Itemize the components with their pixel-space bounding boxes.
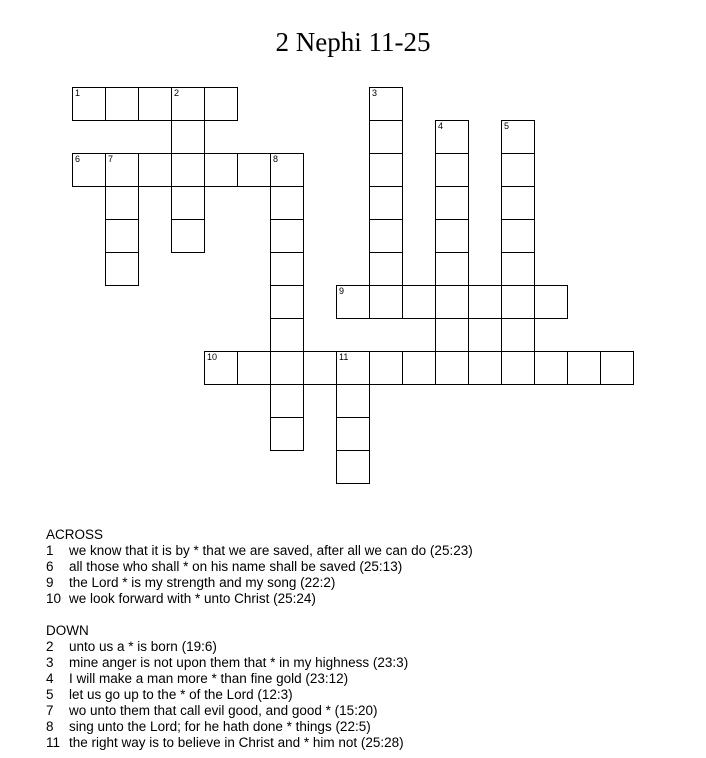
crossword-cell[interactable] <box>72 87 106 121</box>
crossword-cell[interactable] <box>105 219 139 253</box>
crossword-cell[interactable] <box>270 219 304 253</box>
across-heading: ACROSS <box>46 527 104 542</box>
clue-section-spacer <box>46 607 473 623</box>
crossword-cell[interactable] <box>171 153 205 187</box>
clue-number: 10 <box>46 591 62 606</box>
crossword-cell[interactable] <box>600 351 634 385</box>
crossword-cell[interactable] <box>369 120 403 154</box>
clue-number: 3 <box>46 655 54 670</box>
crossword-cell[interactable] <box>435 318 469 352</box>
cell-number: 2 <box>174 88 180 98</box>
crossword-cell[interactable] <box>105 153 139 187</box>
crossword-cell[interactable] <box>468 285 502 319</box>
cell-number: 1 <box>75 88 81 98</box>
crossword-cell[interactable] <box>270 252 304 286</box>
cell-number: 10 <box>207 352 218 362</box>
crossword-cell[interactable] <box>270 285 304 319</box>
crossword-cell[interactable] <box>171 186 205 220</box>
across-clue <box>46 543 473 559</box>
crossword-cell[interactable] <box>534 351 568 385</box>
crossword-cell[interactable] <box>435 351 469 385</box>
crossword-cell[interactable] <box>501 318 535 352</box>
crossword-cell[interactable] <box>501 351 535 385</box>
crossword-cell[interactable] <box>204 87 238 121</box>
clue-number: 9 <box>46 575 54 590</box>
crossword-cell[interactable] <box>138 153 172 187</box>
crossword-cell[interactable] <box>105 87 139 121</box>
crossword-cell[interactable] <box>270 153 304 187</box>
crossword-cell[interactable] <box>435 252 469 286</box>
crossword-cell[interactable] <box>369 186 403 220</box>
crossword-cell[interactable] <box>270 318 304 352</box>
crossword-cell[interactable] <box>435 219 469 253</box>
crossword-cell[interactable] <box>105 186 139 220</box>
down-clue <box>46 735 473 751</box>
cell-number: 3 <box>372 88 378 98</box>
crossword-cell[interactable] <box>270 384 304 418</box>
crossword-cell[interactable] <box>501 153 535 187</box>
clue-number: 4 <box>46 671 54 686</box>
across-clue <box>46 591 473 607</box>
crossword-cell[interactable] <box>204 351 238 385</box>
clue-text: sing unto the Lord; for he hath done * things (22:5) <box>69 719 371 734</box>
crossword-cell[interactable] <box>270 186 304 220</box>
crossword-cell[interactable] <box>501 285 535 319</box>
clue-number: 11 <box>46 735 61 750</box>
crossword-cell[interactable] <box>468 351 502 385</box>
crossword-cell[interactable] <box>336 285 370 319</box>
down-clue <box>46 639 473 655</box>
crossword-cell[interactable] <box>435 120 469 154</box>
crossword-cell[interactable] <box>402 351 436 385</box>
crossword-cell[interactable] <box>171 219 205 253</box>
crossword-cell[interactable] <box>105 252 139 286</box>
crossword-cell[interactable] <box>72 153 106 187</box>
down-clue-list <box>46 639 473 751</box>
crossword-cell[interactable] <box>237 153 271 187</box>
clue-number: 6 <box>46 559 54 574</box>
cell-number: 9 <box>339 286 345 296</box>
puzzle-title: 2 Nephi 11-25 <box>275 27 431 57</box>
crossword-cell[interactable] <box>171 87 205 121</box>
crossword-cell[interactable] <box>336 384 370 418</box>
crossword-cell[interactable] <box>435 285 469 319</box>
crossword-cell[interactable] <box>369 87 403 121</box>
clue-number: 7 <box>46 703 54 718</box>
crossword-cell[interactable] <box>336 417 370 451</box>
crossword-cell[interactable] <box>237 351 271 385</box>
down-clue <box>46 687 473 703</box>
down-clue <box>46 719 473 735</box>
crossword-cell[interactable] <box>369 219 403 253</box>
clue-text: mine anger is not upon them that * in my highness (23:3) <box>69 655 409 670</box>
clues-panel <box>46 527 473 751</box>
clue-text: we look forward with * unto Christ (25:24) <box>69 591 316 606</box>
crossword-cell[interactable] <box>369 252 403 286</box>
clue-number: 8 <box>46 719 54 734</box>
crossword-cell[interactable] <box>171 120 205 154</box>
crossword-cell[interactable] <box>336 450 370 484</box>
crossword-cell[interactable] <box>435 186 469 220</box>
crossword-cell[interactable] <box>402 285 436 319</box>
crossword-cell[interactable] <box>303 351 337 385</box>
cell-number: 6 <box>75 154 81 164</box>
crossword-cell[interactable] <box>501 252 535 286</box>
crossword-cell[interactable] <box>369 153 403 187</box>
clue-text: let us go up to the * of the Lord (12:3) <box>69 687 293 702</box>
crossword-cell[interactable] <box>501 120 535 154</box>
clue-text: all those who shall * on his name shall be saved (25:13) <box>69 559 403 574</box>
across-clue-list <box>46 543 473 607</box>
crossword-cell[interactable] <box>369 285 403 319</box>
crossword-cell[interactable] <box>567 351 601 385</box>
crossword-cell[interactable] <box>336 351 370 385</box>
crossword-cell[interactable] <box>138 87 172 121</box>
crossword-cell[interactable] <box>435 153 469 187</box>
crossword-cell[interactable] <box>501 186 535 220</box>
crossword-cell[interactable] <box>270 417 304 451</box>
clue-text: wo unto them that call evil good, and good * (15:20) <box>69 703 378 718</box>
clue-text: we know that it is by * that we are saved, after all we can do (25:23) <box>69 543 473 558</box>
cell-number: 11 <box>339 352 349 362</box>
clue-text: I will make a man more * than fine gold (23:12) <box>69 671 349 686</box>
down-heading: DOWN <box>46 623 89 638</box>
crossword-cell[interactable] <box>369 351 403 385</box>
clue-number: 1 <box>46 543 54 558</box>
clue-number: 5 <box>46 687 54 702</box>
down-clue <box>46 655 473 671</box>
crossword-cell[interactable] <box>270 351 304 385</box>
crossword-cell[interactable] <box>501 219 535 253</box>
clue-text: the right way is to believe in Christ and * him not (25:28) <box>69 735 404 750</box>
down-clue <box>46 703 473 719</box>
cell-number: 5 <box>504 121 510 131</box>
across-clue <box>46 575 473 591</box>
across-clue <box>46 559 473 575</box>
clue-text: unto us a * is born (19:6) <box>69 639 217 654</box>
clue-number: 2 <box>46 639 54 654</box>
cell-number: 7 <box>108 154 114 164</box>
crossword-cell[interactable] <box>204 153 238 187</box>
down-clue <box>46 671 473 687</box>
clue-text: the Lord * is my strength and my song (22:2) <box>69 575 336 590</box>
cell-number: 4 <box>438 121 444 131</box>
cell-number: 8 <box>273 154 279 164</box>
crossword-cell[interactable] <box>534 285 568 319</box>
